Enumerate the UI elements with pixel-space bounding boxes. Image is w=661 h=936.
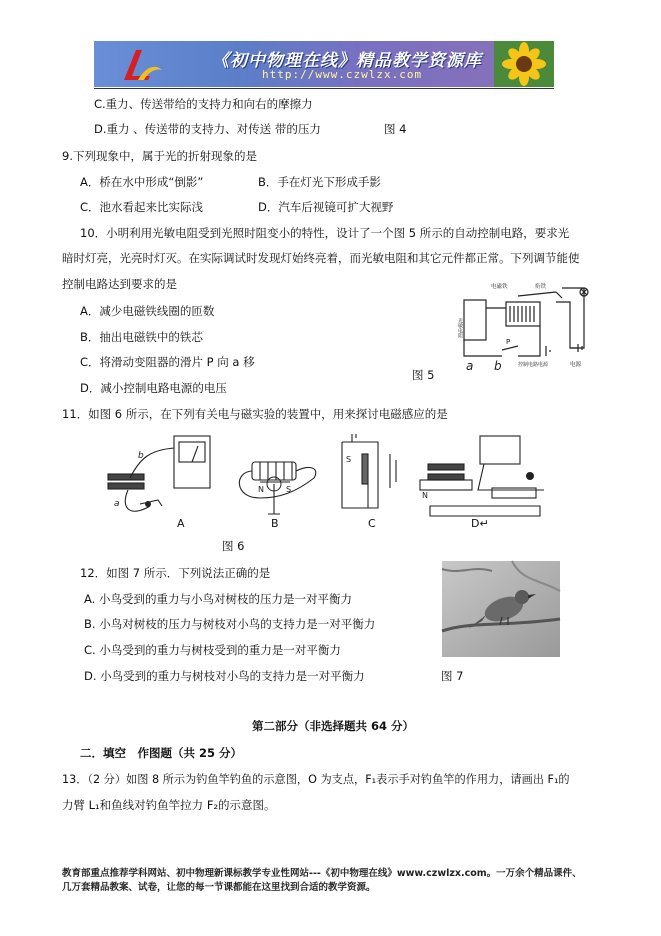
q11-stem: 11．如图 6 所示，在下列有关电与磁实验的装置中，用来探讨电磁感应的是	[62, 407, 448, 421]
q9-stem: 9.下列现象中，属于光的折射现象的是	[62, 149, 257, 163]
fig7-bird-image	[442, 561, 560, 657]
fig6-label-c: C	[368, 517, 376, 530]
fig5-electromagnet-label: 电磁铁	[491, 284, 508, 290]
fig6-b-n-label: N	[258, 485, 264, 494]
sunflower-icon	[494, 41, 554, 87]
fig6-diagrams	[100, 428, 560, 538]
fig6-b-s-label: S	[286, 485, 292, 494]
fig5-source-label: 电源	[570, 362, 582, 368]
q12-option-c: C. 小鸟受到的重力与树枝受到的重力是一对平衡力	[84, 643, 341, 657]
footer-line2: 几万套精品教案、试卷，让您的每一节课都能在这里找到合适的教学资源。	[62, 882, 376, 893]
part2-title: 第二部分（非选择题共 64 分）	[252, 719, 415, 733]
fig5-photoresistor-label: 光敏电阻	[457, 318, 463, 338]
section-fill-in-title: 二．填空 作图题（共 25 分）	[80, 746, 243, 760]
footer-line1: 教育部重点推荐学科网站、初中物理新课标教学专业性网站---《初中物理在线》www.czwlzx.com。一万余个精品课件、	[62, 868, 582, 879]
q12-option-a: A. 小鸟受到的重力与小鸟对树枝的压力是一对平衡力	[84, 592, 352, 606]
q10-option-a: A．减少电磁铁线圈的匝数	[80, 304, 215, 318]
header-banner	[94, 41, 554, 87]
fig6-d-n-label: N	[422, 491, 428, 500]
fig6-c-s-label: S	[346, 455, 352, 464]
q10-option-c: C．将滑动变阻器的滑片 P 向 a 移	[80, 355, 255, 369]
banner-title: 《初中物理在线》精品教学资源库	[212, 51, 482, 71]
q10-option-d: D．减小控制电路电源的电压	[80, 381, 227, 395]
fig5-label: 图 5	[412, 368, 435, 382]
fig5-control-source-label: 控制电路电源	[518, 362, 549, 368]
fig5-armature-label: 衔铁	[535, 284, 547, 290]
fig4-label: 图 4	[384, 122, 407, 136]
q10-stem-line1: 10．小明利用光敏电阻受到光照时阻变小的特性，设计了一个图 5 所示的自动控制电路，要求光	[80, 226, 570, 240]
fig7-label: 图 7	[441, 669, 464, 683]
q9-option-a: A．桥在水中形成“倒影”	[80, 175, 204, 189]
q9-option-c: C．池水看起来比实际浅	[80, 200, 204, 214]
q12-option-b: B. 小鸟对树枝的压力与树枝对小鸟的支持力是一对平衡力	[84, 617, 376, 631]
fig5-b-label: b	[494, 359, 502, 373]
fig6-label-b: B	[271, 517, 279, 530]
q10-stem-line3: 控制电路达到要求的是	[62, 277, 177, 291]
q12-stem: 12．如图 7 所示．下列说法正确的是	[80, 566, 271, 580]
q13-stem-line1: 13．（2 分）如图 8 所示为钓鱼竿钓鱼的示意图，O 为支点，F₁表示手对钓鱼竿的作用力，请画出 F₁的	[62, 773, 570, 786]
q10-option-b: B．抽出电磁铁中的铁芯	[80, 330, 203, 344]
q8-option-c: C.重力、传送带给的支持力和向右的摩擦力	[94, 97, 313, 111]
q12-option-d: D. 小鸟受到的重力与树枝对小鸟的支持力是一对平衡力	[84, 669, 365, 683]
fig6-a-a-label: a	[114, 499, 120, 509]
header-rule	[94, 88, 554, 89]
q9-option-d: D．汽车后视镜可扩大视野	[258, 200, 394, 214]
fig6-label-a: A	[177, 517, 185, 530]
q13-stem-line2: 力臂 L₁和鱼线对钓鱼竿拉力 F₂的示意图。	[62, 798, 276, 812]
fig5-circuit-diagram	[458, 278, 598, 373]
q8-option-d: D.重力 、传送带的支持力、对传送 带的压力	[94, 122, 321, 136]
fig6-label: 图 6	[222, 539, 245, 553]
fig6-label-d: D↵	[471, 517, 489, 530]
fig5-a-label: a	[466, 359, 474, 373]
q10-stem-line2: 暗时灯亮，光亮时灯灭。在实际调试时发现灯始终亮着，而光敏电阻和其它元件都正常。下列调节能使	[62, 251, 580, 265]
fig6-a-b-label: b	[138, 451, 144, 461]
fig5-p-label: P	[506, 338, 511, 346]
banner-url: http://www.czwlzx.com	[262, 68, 423, 81]
logo-icon	[116, 46, 166, 84]
q9-option-b: B．手在灯光下形成手影	[258, 175, 381, 189]
